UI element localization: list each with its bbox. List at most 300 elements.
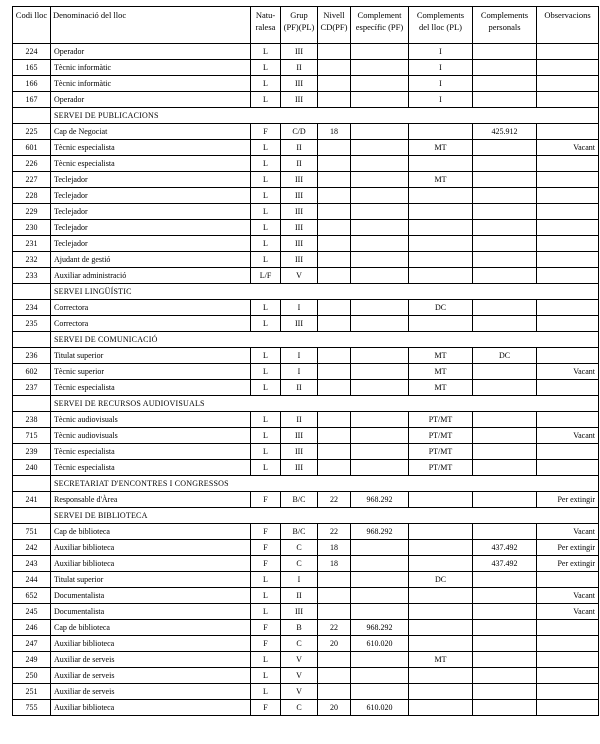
- cell-naturalesa: L: [251, 460, 281, 476]
- cell-observacions: [537, 188, 599, 204]
- table-row: [13, 220, 599, 236]
- cell-complements-lloc: [409, 636, 473, 652]
- table-row: [13, 236, 599, 252]
- cell-complements-personals: 425.912: [473, 124, 537, 140]
- cell-complement-especific: [351, 220, 409, 236]
- section-spacer: [13, 476, 51, 492]
- cell-nivell: [318, 140, 351, 156]
- cell-nivell: [318, 252, 351, 268]
- cell-observacions: Vacant: [537, 524, 599, 540]
- table-row: [13, 460, 599, 476]
- table-row: [13, 300, 599, 316]
- cell-codi: 234: [13, 300, 51, 316]
- cell-observacions: [537, 316, 599, 332]
- table-row: [13, 540, 599, 556]
- section-spacer: [13, 396, 51, 412]
- cell-complements-personals: [473, 444, 537, 460]
- cell-observacions: [537, 220, 599, 236]
- cell-naturalesa: L: [251, 668, 281, 684]
- cell-codi: 601: [13, 140, 51, 156]
- cell-denominacio: Teclejador: [51, 220, 251, 236]
- cell-naturalesa: L: [251, 380, 281, 396]
- cell-complement-especific: [351, 44, 409, 60]
- cell-complement-especific: [351, 316, 409, 332]
- cell-codi: 166: [13, 76, 51, 92]
- cell-complement-especific: [351, 188, 409, 204]
- cell-grup: II: [281, 412, 318, 428]
- cell-complement-especific: [351, 588, 409, 604]
- cell-nivell: [318, 268, 351, 284]
- cell-naturalesa: L: [251, 652, 281, 668]
- table-row: [13, 492, 599, 508]
- cell-observacions: [537, 252, 599, 268]
- cell-naturalesa: L: [251, 348, 281, 364]
- cell-observacions: [537, 700, 599, 716]
- cell-complements-personals: [473, 588, 537, 604]
- cell-nivell: 20: [318, 636, 351, 652]
- cell-complement-especific: [351, 252, 409, 268]
- cell-denominacio: Teclejador: [51, 204, 251, 220]
- header-grup: Grup (PF)(PL): [281, 7, 318, 44]
- cell-complement-especific: [351, 140, 409, 156]
- cell-complements-personals: [473, 156, 537, 172]
- cell-complements-lloc: PT/MT: [409, 428, 473, 444]
- cell-complements-personals: [473, 492, 537, 508]
- cell-nivell: [318, 348, 351, 364]
- table-row: [13, 428, 599, 444]
- cell-complements-lloc: I: [409, 92, 473, 108]
- cell-codi: 226: [13, 156, 51, 172]
- section-spacer: [13, 508, 51, 524]
- cell-observacions: [537, 636, 599, 652]
- cell-complement-especific: [351, 460, 409, 476]
- table-row: [13, 620, 599, 636]
- cell-codi: 240: [13, 460, 51, 476]
- cell-naturalesa: L: [251, 412, 281, 428]
- cell-complements-lloc: [409, 588, 473, 604]
- cell-codi: 227: [13, 172, 51, 188]
- cell-nivell: [318, 220, 351, 236]
- table-row: [13, 652, 599, 668]
- cell-complements-personals: [473, 300, 537, 316]
- cell-grup: III: [281, 252, 318, 268]
- cell-complement-especific: 610.020: [351, 636, 409, 652]
- cell-complements-lloc: I: [409, 76, 473, 92]
- cell-denominacio: Correctora: [51, 300, 251, 316]
- cell-codi: 243: [13, 556, 51, 572]
- cell-complements-lloc: DC: [409, 572, 473, 588]
- cell-denominacio: Auxiliar de serveis: [51, 652, 251, 668]
- cell-naturalesa: L: [251, 364, 281, 380]
- cell-complements-lloc: [409, 252, 473, 268]
- section-row: [13, 396, 599, 412]
- cell-denominacio: Cap de biblioteca: [51, 524, 251, 540]
- cell-complement-especific: [351, 124, 409, 140]
- cell-denominacio: Auxiliar biblioteca: [51, 556, 251, 572]
- cell-complement-especific: [351, 348, 409, 364]
- header-naturalesa: Natu- ralesa: [251, 7, 281, 44]
- cell-denominacio: Auxiliar administració: [51, 268, 251, 284]
- cell-denominacio: Auxiliar biblioteca: [51, 700, 251, 716]
- cell-denominacio: Documentalista: [51, 604, 251, 620]
- cell-complements-lloc: MT: [409, 348, 473, 364]
- cell-complements-personals: [473, 652, 537, 668]
- cell-nivell: [318, 428, 351, 444]
- cell-nivell: 22: [318, 620, 351, 636]
- cell-complements-lloc: I: [409, 60, 473, 76]
- cell-codi: 229: [13, 204, 51, 220]
- cell-nivell: [318, 60, 351, 76]
- cell-complements-lloc: [409, 236, 473, 252]
- cell-observacions: [537, 156, 599, 172]
- table-row: [13, 348, 599, 364]
- table-row: [13, 636, 599, 652]
- cell-denominacio: Teclejador: [51, 188, 251, 204]
- cell-denominacio: Titulat superior: [51, 348, 251, 364]
- cell-complement-especific: [351, 556, 409, 572]
- section-row: [13, 508, 599, 524]
- cell-codi: 602: [13, 364, 51, 380]
- table-row: [13, 124, 599, 140]
- cell-nivell: [318, 44, 351, 60]
- section-row: [13, 108, 599, 124]
- cell-observacions: [537, 444, 599, 460]
- cell-naturalesa: L: [251, 172, 281, 188]
- cell-codi: 232: [13, 252, 51, 268]
- cell-complements-lloc: MT: [409, 652, 473, 668]
- cell-denominacio: Auxiliar biblioteca: [51, 636, 251, 652]
- cell-complements-personals: 437.492: [473, 540, 537, 556]
- cell-grup: III: [281, 316, 318, 332]
- section-title: SERVEI DE RECURSOS AUDIOVISUALS: [51, 396, 599, 412]
- cell-nivell: [318, 588, 351, 604]
- cell-grup: V: [281, 268, 318, 284]
- cell-naturalesa: F: [251, 636, 281, 652]
- cell-complement-especific: 968.292: [351, 492, 409, 508]
- table-row: [13, 268, 599, 284]
- cell-codi: 652: [13, 588, 51, 604]
- cell-complement-especific: [351, 172, 409, 188]
- cell-observacions: Vacant: [537, 604, 599, 620]
- cell-denominacio: Tècnic informàtic: [51, 60, 251, 76]
- cell-grup: C: [281, 540, 318, 556]
- cell-complement-especific: [351, 428, 409, 444]
- header-complements-lloc: Complements del lloc (PL): [409, 7, 473, 44]
- cell-observacions: [537, 668, 599, 684]
- cell-complements-lloc: MT: [409, 380, 473, 396]
- cell-denominacio: Auxiliar biblioteca: [51, 540, 251, 556]
- cell-grup: III: [281, 460, 318, 476]
- cell-naturalesa: L/F: [251, 268, 281, 284]
- cell-observacions: [537, 44, 599, 60]
- cell-observacions: [537, 76, 599, 92]
- table-header-row: [13, 7, 599, 44]
- cell-complements-personals: [473, 76, 537, 92]
- cell-denominacio: Titulat superior: [51, 572, 251, 588]
- cell-complements-lloc: [409, 204, 473, 220]
- cell-observacions: [537, 460, 599, 476]
- section-title: SECRETARIAT D'ENCONTRES I CONGRESSOS: [51, 476, 599, 492]
- table-row: [13, 588, 599, 604]
- table-row: [13, 572, 599, 588]
- table-row: [13, 556, 599, 572]
- cell-complements-personals: DC: [473, 348, 537, 364]
- cell-naturalesa: F: [251, 620, 281, 636]
- cell-grup: B/C: [281, 492, 318, 508]
- cell-complement-especific: [351, 76, 409, 92]
- cell-complements-personals: [473, 412, 537, 428]
- cell-complement-especific: [351, 668, 409, 684]
- cell-complements-lloc: [409, 188, 473, 204]
- cell-complements-personals: [473, 620, 537, 636]
- section-title: SERVEI DE COMUNICACIÓ: [51, 332, 599, 348]
- cell-naturalesa: L: [251, 204, 281, 220]
- cell-complements-lloc: [409, 540, 473, 556]
- cell-grup: III: [281, 188, 318, 204]
- cell-grup: I: [281, 364, 318, 380]
- table-row: [13, 412, 599, 428]
- cell-grup: III: [281, 444, 318, 460]
- cell-observacions: [537, 92, 599, 108]
- cell-grup: I: [281, 348, 318, 364]
- cell-complements-personals: [473, 668, 537, 684]
- cell-complement-especific: [351, 540, 409, 556]
- cell-complements-personals: [473, 60, 537, 76]
- cell-nivell: [318, 604, 351, 620]
- cell-complements-lloc: [409, 492, 473, 508]
- cell-complements-personals: [473, 204, 537, 220]
- cell-grup: C/D: [281, 124, 318, 140]
- cell-grup: II: [281, 380, 318, 396]
- cell-complement-especific: [351, 268, 409, 284]
- table-row: [13, 92, 599, 108]
- cell-naturalesa: L: [251, 60, 281, 76]
- cell-naturalesa: F: [251, 524, 281, 540]
- cell-nivell: [318, 236, 351, 252]
- cell-naturalesa: L: [251, 44, 281, 60]
- cell-grup: I: [281, 572, 318, 588]
- cell-observacions: [537, 172, 599, 188]
- cell-grup: III: [281, 428, 318, 444]
- cell-complements-lloc: PT/MT: [409, 412, 473, 428]
- cell-nivell: [318, 188, 351, 204]
- cell-nivell: 20: [318, 700, 351, 716]
- table-row: [13, 700, 599, 716]
- cell-complements-lloc: I: [409, 44, 473, 60]
- cell-complements-personals: [473, 604, 537, 620]
- cell-codi: 230: [13, 220, 51, 236]
- cell-nivell: 22: [318, 492, 351, 508]
- cell-complements-personals: [473, 572, 537, 588]
- cell-naturalesa: F: [251, 700, 281, 716]
- section-title: SERVEI DE BIBLIOTECA: [51, 508, 599, 524]
- table-row: [13, 60, 599, 76]
- cell-codi: 244: [13, 572, 51, 588]
- cell-observacions: Per extingir: [537, 492, 599, 508]
- cell-grup: V: [281, 684, 318, 700]
- header-codi: Codi lloc: [13, 7, 51, 44]
- cell-codi: 238: [13, 412, 51, 428]
- cell-codi: 245: [13, 604, 51, 620]
- cell-naturalesa: F: [251, 492, 281, 508]
- section-row: [13, 476, 599, 492]
- cell-complements-lloc: MT: [409, 172, 473, 188]
- cell-grup: III: [281, 92, 318, 108]
- cell-codi: 751: [13, 524, 51, 540]
- cell-nivell: [318, 300, 351, 316]
- cell-codi: 235: [13, 316, 51, 332]
- cell-nivell: [318, 172, 351, 188]
- cell-nivell: [318, 204, 351, 220]
- cell-complements-lloc: [409, 268, 473, 284]
- cell-nivell: [318, 380, 351, 396]
- cell-denominacio: Correctora: [51, 316, 251, 332]
- cell-naturalesa: L: [251, 92, 281, 108]
- cell-naturalesa: F: [251, 556, 281, 572]
- cell-codi: 715: [13, 428, 51, 444]
- cell-denominacio: Teclejador: [51, 172, 251, 188]
- cell-naturalesa: L: [251, 300, 281, 316]
- cell-complements-lloc: [409, 524, 473, 540]
- header-complements-personals: Complements personals: [473, 7, 537, 44]
- cell-naturalesa: L: [251, 428, 281, 444]
- cell-complements-personals: [473, 236, 537, 252]
- cell-complement-especific: [351, 236, 409, 252]
- table-row: [13, 156, 599, 172]
- cell-grup: III: [281, 220, 318, 236]
- table-row: [13, 604, 599, 620]
- cell-codi: 237: [13, 380, 51, 396]
- table-row: [13, 204, 599, 220]
- cell-grup: V: [281, 652, 318, 668]
- header-complement-especific: Complement específic (PF): [351, 7, 409, 44]
- cell-denominacio: Tècnic especialista: [51, 380, 251, 396]
- section-spacer: [13, 284, 51, 300]
- cell-naturalesa: F: [251, 540, 281, 556]
- cell-codi: 236: [13, 348, 51, 364]
- cell-complement-especific: [351, 444, 409, 460]
- table-row: [13, 252, 599, 268]
- cell-nivell: [318, 364, 351, 380]
- cell-complements-personals: [473, 524, 537, 540]
- cell-grup: II: [281, 588, 318, 604]
- cell-denominacio: Operador: [51, 92, 251, 108]
- cell-complement-especific: 968.292: [351, 524, 409, 540]
- cell-nivell: 18: [318, 124, 351, 140]
- cell-nivell: [318, 76, 351, 92]
- table-row: [13, 188, 599, 204]
- cell-naturalesa: L: [251, 76, 281, 92]
- section-row: [13, 332, 599, 348]
- cell-grup: B: [281, 620, 318, 636]
- cell-codi: 231: [13, 236, 51, 252]
- cell-grup: II: [281, 60, 318, 76]
- cell-denominacio: Tècnic audiovisuals: [51, 428, 251, 444]
- cell-complements-personals: [473, 92, 537, 108]
- cell-codi: 250: [13, 668, 51, 684]
- cell-denominacio: Tècnic especialista: [51, 140, 251, 156]
- cell-codi: 242: [13, 540, 51, 556]
- cell-nivell: 22: [318, 524, 351, 540]
- cell-grup: III: [281, 236, 318, 252]
- cell-denominacio: Tècnic especialista: [51, 460, 251, 476]
- cell-naturalesa: L: [251, 684, 281, 700]
- table-row: [13, 684, 599, 700]
- cell-denominacio: Tècnic audiovisuals: [51, 412, 251, 428]
- section-spacer: [13, 332, 51, 348]
- cell-complement-especific: [351, 652, 409, 668]
- cell-grup: C: [281, 700, 318, 716]
- cell-observacions: Vacant: [537, 588, 599, 604]
- cell-complement-especific: [351, 684, 409, 700]
- cell-complements-lloc: MT: [409, 364, 473, 380]
- section-title: SERVEI DE PUBLICACIONS: [51, 108, 599, 124]
- cell-nivell: [318, 156, 351, 172]
- cell-nivell: [318, 652, 351, 668]
- cell-nivell: [318, 412, 351, 428]
- cell-complements-lloc: [409, 316, 473, 332]
- cell-naturalesa: L: [251, 588, 281, 604]
- cell-observacions: [537, 380, 599, 396]
- cell-observacions: [537, 124, 599, 140]
- cell-complements-lloc: DC: [409, 300, 473, 316]
- table-row: [13, 76, 599, 92]
- cell-observacions: Vacant: [537, 428, 599, 444]
- cell-nivell: 18: [318, 540, 351, 556]
- cell-grup: C: [281, 636, 318, 652]
- cell-naturalesa: L: [251, 252, 281, 268]
- cell-complements-lloc: [409, 124, 473, 140]
- cell-observacions: [537, 412, 599, 428]
- cell-denominacio: Ajudant de gestió: [51, 252, 251, 268]
- cell-observacions: Vacant: [537, 140, 599, 156]
- cell-observacions: Vacant: [537, 364, 599, 380]
- cell-complements-personals: [473, 700, 537, 716]
- table-row: [13, 316, 599, 332]
- table-row: [13, 140, 599, 156]
- cell-complements-personals: [473, 636, 537, 652]
- cell-observacions: [537, 268, 599, 284]
- cell-nivell: [318, 572, 351, 588]
- cell-complements-personals: [473, 188, 537, 204]
- header-denominacio: Denominació del lloc: [51, 7, 251, 44]
- cell-codi: 167: [13, 92, 51, 108]
- cell-complement-especific: [351, 572, 409, 588]
- cell-codi: 228: [13, 188, 51, 204]
- cell-grup: B/C: [281, 524, 318, 540]
- cell-naturalesa: L: [251, 220, 281, 236]
- cell-naturalesa: L: [251, 156, 281, 172]
- section-row: [13, 284, 599, 300]
- cell-complements-lloc: [409, 604, 473, 620]
- cell-complement-especific: 968.292: [351, 620, 409, 636]
- cell-grup: III: [281, 76, 318, 92]
- cell-complements-personals: [473, 428, 537, 444]
- cell-denominacio: Auxiliar de serveis: [51, 684, 251, 700]
- cell-complements-lloc: PT/MT: [409, 460, 473, 476]
- cell-codi: 165: [13, 60, 51, 76]
- table-row: [13, 44, 599, 60]
- cell-complements-personals: [473, 460, 537, 476]
- cell-nivell: [318, 668, 351, 684]
- cell-denominacio: Cap de Negociat: [51, 124, 251, 140]
- cell-codi: 246: [13, 620, 51, 636]
- cell-observacions: [537, 684, 599, 700]
- cell-nivell: [318, 444, 351, 460]
- cell-complements-personals: [473, 268, 537, 284]
- cell-denominacio: Operador: [51, 44, 251, 60]
- cell-complements-lloc: [409, 220, 473, 236]
